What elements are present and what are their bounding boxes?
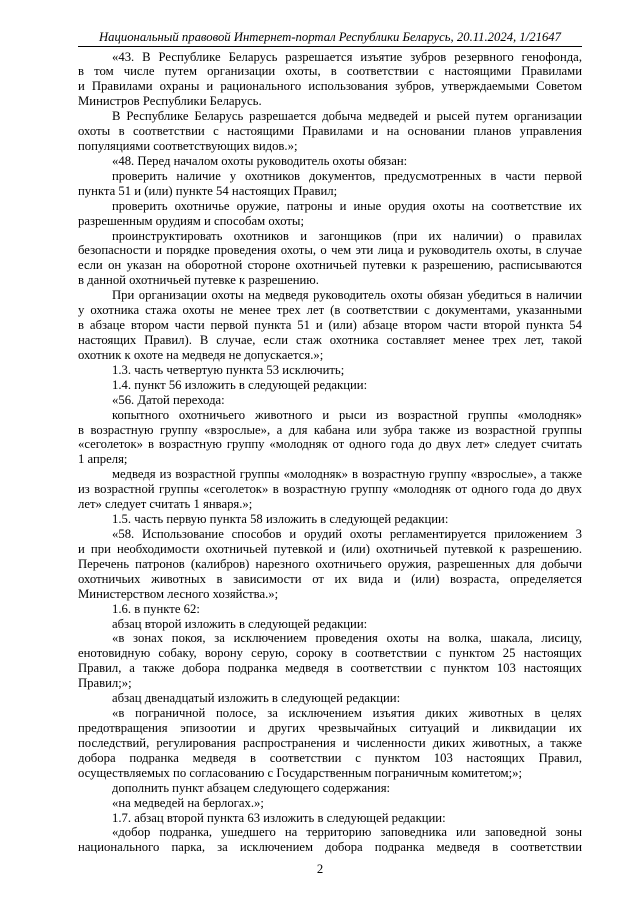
paragraph xyxy=(78,199,582,229)
text-line: добора подранка медведя в соответствии с пунктом 103 настоящих Правил, xyxy=(78,750,582,765)
text-line: Министров Республики Беларусь. xyxy=(78,94,262,109)
paragraph xyxy=(78,706,582,781)
paragraph xyxy=(78,288,582,363)
text-line: «в пограничной полосе, за исключением изъятия диких животных в целях xyxy=(112,706,582,721)
text-line: Правил;»; xyxy=(78,676,132,691)
paragraph xyxy=(78,408,582,468)
paragraph xyxy=(78,602,582,617)
text-line: проинструктировать охотников и загонщиков (при их наличии) о правилах xyxy=(112,228,582,243)
text-line: «56. Датой перехода: xyxy=(112,392,225,407)
text-line: проверить наличие у охотников документов, предусмотренных в части первой xyxy=(112,168,582,183)
text-line: если он указан на оборотной стороне охотничьей путевки к разрешению, расписываются xyxy=(78,258,582,273)
text-line: популяциями соответствующих видов.»; xyxy=(78,139,298,154)
text-line: у охотника стажа охоты не менее трех лет (в соответствии с документами, указанными xyxy=(78,303,582,318)
text-line: копытного охотничьего животного и рыси из возрастной группы «молодняк» xyxy=(112,407,582,422)
paragraph xyxy=(78,378,582,393)
text-line: «на медведей на берлогах.»; xyxy=(112,795,264,810)
text-line: Перечень патронов (калибров) нарезного охотничьего оружия, разрешенных для добычи xyxy=(78,556,582,571)
paragraph xyxy=(78,363,582,378)
text-line: в возрастную группу «взрослые», а для кабана или зубра также из возрастной группы xyxy=(78,422,582,437)
paragraph xyxy=(78,631,582,691)
paragraph xyxy=(78,109,582,154)
text-line: национального парка, за исключением добора подранка медведя в соответствии xyxy=(78,840,582,855)
text-line: в данной охотничьей путевке к разрешению. xyxy=(78,273,319,288)
text-line: из возрастной группы «сеголеток» в возрастную группу «молодняк от одного года до двух xyxy=(78,482,582,497)
text-line: осуществляемых по согласованию с Государственным пограничным комитетом;»; xyxy=(78,765,522,780)
text-line: 1.3. часть четвертую пункта 53 исключить; xyxy=(112,362,345,377)
paragraph xyxy=(78,811,582,826)
paragraph xyxy=(78,229,582,289)
paragraph xyxy=(78,617,582,632)
text-line: медведя из возрастной группы «молодняк» в возрастную группу «взрослые», а также xyxy=(112,467,582,482)
text-line: проверить охотничье оружие, патроны и иные орудия охоты на соответствие их xyxy=(112,198,582,213)
paragraph xyxy=(78,50,582,110)
text-line: «добор подранка, ушедшего на территорию заповедника или заповедной зоны xyxy=(112,825,582,840)
text-line: абзац второй изложить в следующей редакции: xyxy=(112,616,368,631)
text-line: в том числе путем организации охоты, в соответствии с настоящими Правилами xyxy=(78,64,582,79)
paragraph xyxy=(78,154,582,169)
page-number: 2 xyxy=(316,862,324,876)
text-line: енотовидную собаку, ворону серую, сороку в соответствии с пунктом 25 настоящих xyxy=(78,646,582,661)
paragraph xyxy=(78,781,582,796)
paragraph xyxy=(78,527,582,602)
text-line: «сеголеток» в возрастную группу «молодняк от одного года до двух лет» следует считать xyxy=(78,437,582,452)
text-line: настоящих Правил). В случае, если стаж охотника составляет менее трех лет, такой xyxy=(78,333,582,348)
text-line: 1.7. абзац второй пункта 63 изложить в следующей редакции: xyxy=(112,810,446,825)
text-line: дополнить пункт абзацем следующего содержания: xyxy=(112,780,391,795)
text-line: разрешенным орудиям и способам охоты; xyxy=(78,213,304,228)
text-line: последствий, регулирования распространения и численности диких животных, а также xyxy=(78,735,582,750)
text-line: лет» следует считать 1 января.»; xyxy=(78,497,253,512)
text-line: «48. Перед началом охоты руководитель охоты обязан: xyxy=(112,153,408,168)
text-line: Правил, а также добора подранка медведя в соответствии с пунктом 103 настоящих xyxy=(78,661,582,676)
document-body xyxy=(78,50,582,856)
text-line: 1.6. в пункте 62: xyxy=(112,601,200,616)
text-line: и при необходимости охотничьей путевкой и (или) охотничьей путевкой к разрешению. xyxy=(78,541,582,556)
text-line: в абзаце втором части первой пункта 51 и (или) абзаце втором части второй пункта 54 xyxy=(78,318,582,333)
paragraph xyxy=(78,825,582,855)
text-line: Министерством лесного хозяйства.»; xyxy=(78,586,279,601)
paragraph xyxy=(78,512,582,527)
text-line: абзац двенадцатый изложить в следующей редакции: xyxy=(112,691,401,706)
text-line: охотничьих животных в зависимости от их вида и (или) возраста, определяется xyxy=(78,571,582,586)
text-line: пункта 51 и (или) пункте 54 настоящих Правил; xyxy=(78,183,338,198)
text-line: и Правилами охраны и рационального использования зубров, утверждаемыми Советом xyxy=(78,79,582,94)
text-line: В Республике Беларусь разрешается добыча медведей и рысей путем организации xyxy=(112,109,582,124)
paragraph xyxy=(78,169,582,199)
text-line: При организации охоты на медведя руководитель охоты обязан убедиться в наличии xyxy=(112,288,582,303)
paragraph xyxy=(78,796,582,811)
text-line: 1 апреля; xyxy=(78,452,128,467)
paragraph xyxy=(78,691,582,706)
text-line: «43. В Республике Беларусь разрешается изъятие зубров резервного генофонда, xyxy=(112,49,582,64)
paragraph xyxy=(78,393,582,408)
text-line: 1.4. пункт 56 изложить в следующей редакции: xyxy=(112,377,368,392)
text-line: безопасности и порядке проведения охоты, о чем эти лица и руководитель охоты, в случае xyxy=(78,243,582,258)
text-line: 1.5. часть первую пункта 58 изложить в следующей редакции: xyxy=(112,512,449,527)
text-line: «58. Использование способов и орудий охоты регламентируется приложением 3 xyxy=(112,527,582,541)
document-header: Национальный правовой Интернет-портал Республики Беларусь, 20.11.2024, 1/21647 xyxy=(78,30,582,47)
paragraph xyxy=(78,467,582,512)
text-line: охоты в соответствии с настоящими Правилами и на основании планов управления xyxy=(78,124,582,139)
text-line: предотвращения эпизоотии и других чрезвычайных ситуаций и ликвидации их xyxy=(78,720,582,735)
text-line: охотник к охоте на медведя не допускается.»; xyxy=(78,347,324,362)
text-line: «в зонах покоя, за исключением проведения охоты на волка, шакала, лисицу, xyxy=(112,631,582,646)
